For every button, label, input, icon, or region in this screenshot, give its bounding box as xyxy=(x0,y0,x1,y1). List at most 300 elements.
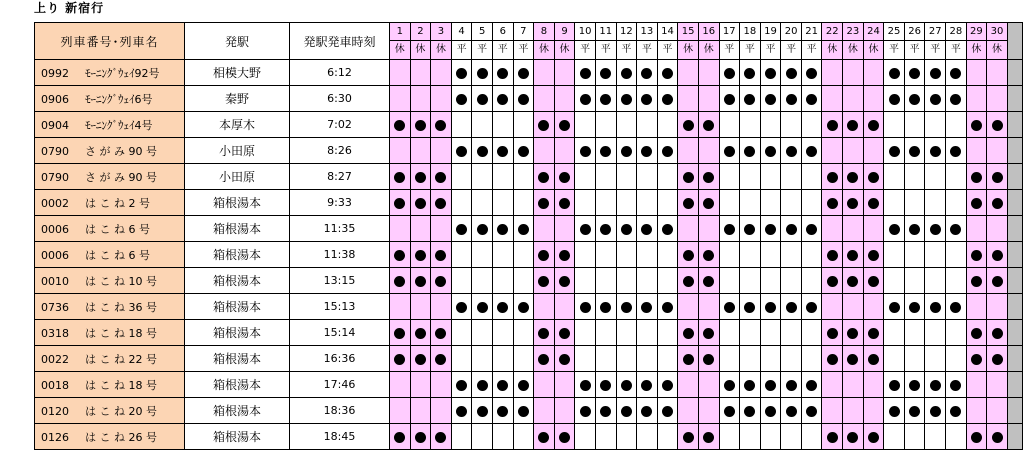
day-number: 29 xyxy=(966,23,987,41)
day-cell xyxy=(925,86,946,112)
departure-time: 7:02 xyxy=(290,112,390,138)
departure-time: 13:15 xyxy=(290,268,390,294)
day-cell xyxy=(781,294,802,320)
day-cell xyxy=(492,138,513,164)
operation-dot-icon xyxy=(992,328,1003,339)
operation-dot-icon xyxy=(868,354,879,365)
day-cell xyxy=(513,216,534,242)
day-cell xyxy=(513,398,534,424)
day-cell xyxy=(925,216,946,242)
day-cell xyxy=(575,294,596,320)
day-cell xyxy=(946,346,967,372)
day-cell xyxy=(740,138,761,164)
day-cell xyxy=(390,138,411,164)
departure-time: 18:36 xyxy=(290,398,390,424)
day-cell xyxy=(534,294,555,320)
day-cell xyxy=(843,242,864,268)
day-type: 平 xyxy=(657,41,678,60)
day-cell xyxy=(698,346,719,372)
train-number: 0120 xyxy=(41,404,69,418)
day-cell xyxy=(678,138,699,164)
day-cell xyxy=(863,138,884,164)
table-row xyxy=(35,112,1023,138)
day-cell xyxy=(431,346,452,372)
day-cell xyxy=(657,294,678,320)
day-cell xyxy=(492,190,513,216)
day-cell xyxy=(822,86,843,112)
day-cell xyxy=(431,60,452,86)
day-cell xyxy=(719,242,740,268)
day-cell xyxy=(781,372,802,398)
scroll-edge xyxy=(1007,294,1022,320)
day-cell xyxy=(781,346,802,372)
day-cell xyxy=(390,268,411,294)
day-cell xyxy=(719,138,740,164)
day-type: 休 xyxy=(987,41,1008,60)
day-cell xyxy=(801,372,822,398)
train-number: 0006 xyxy=(41,248,69,262)
day-cell xyxy=(987,268,1008,294)
day-cell xyxy=(884,60,905,86)
day-cell xyxy=(451,268,472,294)
day-cell xyxy=(657,190,678,216)
day-cell xyxy=(678,60,699,86)
operation-dot-icon xyxy=(744,380,755,391)
day-cell xyxy=(719,346,740,372)
day-cell xyxy=(575,164,596,190)
day-cell xyxy=(946,190,967,216)
day-cell xyxy=(946,138,967,164)
day-cell xyxy=(575,216,596,242)
day-cell xyxy=(513,372,534,398)
day-type: 休 xyxy=(822,41,843,60)
day-cell xyxy=(822,216,843,242)
day-cell xyxy=(863,216,884,242)
operation-dot-icon xyxy=(477,146,488,157)
table-row xyxy=(35,86,1023,112)
day-cell xyxy=(966,268,987,294)
day-cell xyxy=(740,268,761,294)
departure-time: 18:45 xyxy=(290,424,390,450)
day-cell xyxy=(534,86,555,112)
day-cell xyxy=(946,112,967,138)
day-cell xyxy=(451,164,472,190)
operation-dot-icon xyxy=(744,302,755,313)
day-cell xyxy=(904,372,925,398)
origin-station: 箱根湯本 xyxy=(185,424,290,450)
day-cell xyxy=(616,190,637,216)
operation-dot-icon xyxy=(992,354,1003,365)
day-cell xyxy=(884,242,905,268)
day-cell xyxy=(760,242,781,268)
day-cell xyxy=(946,164,967,190)
day-cell xyxy=(801,398,822,424)
operation-dot-icon xyxy=(497,94,508,105)
day-cell xyxy=(884,398,905,424)
day-cell xyxy=(863,424,884,450)
operation-dot-icon xyxy=(909,406,920,417)
day-cell xyxy=(966,190,987,216)
operation-dot-icon xyxy=(477,68,488,79)
day-cell xyxy=(678,372,699,398)
day-cell xyxy=(390,346,411,372)
day-cell xyxy=(863,398,884,424)
train-name: は こ ね 6 号 xyxy=(85,222,150,236)
day-cell xyxy=(904,424,925,450)
train-number: 0010 xyxy=(41,274,69,288)
operation-dot-icon xyxy=(497,146,508,157)
operation-dot-icon xyxy=(559,198,570,209)
day-cell xyxy=(534,216,555,242)
day-number: 28 xyxy=(946,23,967,41)
operation-dot-icon xyxy=(724,68,735,79)
day-cell xyxy=(637,216,658,242)
day-cell xyxy=(616,424,637,450)
train-name: は こ ね 2 号 xyxy=(85,196,150,210)
day-cell xyxy=(843,112,864,138)
day-cell xyxy=(410,190,431,216)
day-cell xyxy=(904,216,925,242)
origin-station: 箱根湯本 xyxy=(185,346,290,372)
day-cell xyxy=(595,216,616,242)
day-cell xyxy=(410,294,431,320)
operation-dot-icon xyxy=(930,224,941,235)
operation-dot-icon xyxy=(641,94,652,105)
operation-dot-icon xyxy=(786,406,797,417)
origin-station: 本厚木 xyxy=(185,112,290,138)
train-name: は こ ね 20 号 xyxy=(85,404,157,418)
day-cell xyxy=(637,164,658,190)
day-cell xyxy=(863,164,884,190)
day-cell xyxy=(760,86,781,112)
page-title: 上り 新宿行 xyxy=(34,1,105,15)
day-cell xyxy=(781,424,802,450)
day-cell xyxy=(451,398,472,424)
day-cell xyxy=(616,216,637,242)
day-cell xyxy=(884,346,905,372)
day-cell xyxy=(431,190,452,216)
operation-dot-icon xyxy=(806,68,817,79)
day-cell xyxy=(822,372,843,398)
day-cell xyxy=(740,164,761,190)
operation-dot-icon xyxy=(827,172,838,183)
operation-dot-icon xyxy=(538,198,549,209)
day-cell xyxy=(595,372,616,398)
day-cell xyxy=(472,372,493,398)
day-cell xyxy=(472,424,493,450)
origin-station: 小田原 xyxy=(185,164,290,190)
day-type: 平 xyxy=(760,41,781,60)
day-cell xyxy=(513,60,534,86)
operation-dot-icon xyxy=(827,354,838,365)
day-cell xyxy=(843,60,864,86)
train-name: は こ ね 6 号 xyxy=(85,248,150,262)
operation-dot-icon xyxy=(950,406,961,417)
day-cell xyxy=(904,112,925,138)
day-cell xyxy=(472,190,493,216)
operation-dot-icon xyxy=(621,146,632,157)
day-cell xyxy=(595,138,616,164)
day-cell xyxy=(740,372,761,398)
day-number: 19 xyxy=(760,23,781,41)
train-name: さ が み 90 号 xyxy=(85,170,157,184)
day-cell xyxy=(966,424,987,450)
day-number: 8 xyxy=(534,23,555,41)
day-cell xyxy=(616,372,637,398)
day-cell xyxy=(801,320,822,346)
day-cell xyxy=(472,242,493,268)
table-row xyxy=(35,372,1023,398)
day-cell xyxy=(513,424,534,450)
table-row xyxy=(35,398,1023,424)
origin-station: 箱根湯本 xyxy=(185,320,290,346)
operation-dot-icon xyxy=(786,380,797,391)
day-cell xyxy=(431,294,452,320)
day-cell xyxy=(760,372,781,398)
day-cell xyxy=(987,372,1008,398)
day-type: 休 xyxy=(390,41,411,60)
operation-dot-icon xyxy=(765,302,776,313)
day-cell xyxy=(863,372,884,398)
day-cell xyxy=(451,424,472,450)
day-cell xyxy=(698,86,719,112)
day-type: 休 xyxy=(554,41,575,60)
day-cell xyxy=(657,60,678,86)
day-cell xyxy=(822,242,843,268)
origin-station: 箱根湯本 xyxy=(185,190,290,216)
day-cell xyxy=(637,86,658,112)
day-cell xyxy=(616,86,637,112)
day-cell xyxy=(863,112,884,138)
day-cell xyxy=(616,112,637,138)
operation-dot-icon xyxy=(765,68,776,79)
day-cell xyxy=(492,216,513,242)
day-number: 2 xyxy=(410,23,431,41)
day-cell xyxy=(390,190,411,216)
operation-dot-icon xyxy=(435,172,446,183)
origin-station: 相模大野 xyxy=(185,60,290,86)
operation-dot-icon xyxy=(538,328,549,339)
operation-dot-icon xyxy=(600,224,611,235)
day-cell xyxy=(534,424,555,450)
day-cell xyxy=(637,268,658,294)
operation-dot-icon xyxy=(497,302,508,313)
day-number: 6 xyxy=(492,23,513,41)
day-cell xyxy=(678,112,699,138)
day-cell xyxy=(595,86,616,112)
operation-dot-icon xyxy=(600,302,611,313)
departure-time: 11:35 xyxy=(290,216,390,242)
operation-dot-icon xyxy=(909,380,920,391)
operation-dot-icon xyxy=(559,276,570,287)
operation-dot-icon xyxy=(518,146,529,157)
operation-dot-icon xyxy=(868,328,879,339)
day-cell xyxy=(637,372,658,398)
operation-dot-icon xyxy=(456,302,467,313)
day-cell xyxy=(575,372,596,398)
day-cell xyxy=(657,320,678,346)
operation-dot-icon xyxy=(518,224,529,235)
day-cell xyxy=(637,112,658,138)
day-cell xyxy=(492,346,513,372)
operation-dot-icon xyxy=(435,432,446,443)
day-cell xyxy=(987,112,1008,138)
operation-dot-icon xyxy=(415,328,426,339)
day-cell xyxy=(822,112,843,138)
day-cell xyxy=(678,424,699,450)
day-cell xyxy=(410,242,431,268)
day-cell xyxy=(843,398,864,424)
table-row xyxy=(35,320,1023,346)
day-type: 平 xyxy=(575,41,596,60)
scroll-edge xyxy=(1007,242,1022,268)
origin-station: 小田原 xyxy=(185,138,290,164)
day-number: 24 xyxy=(863,23,884,41)
day-type: 休 xyxy=(410,41,431,60)
day-cell xyxy=(451,86,472,112)
operation-dot-icon xyxy=(641,380,652,391)
day-cell xyxy=(534,398,555,424)
operation-dot-icon xyxy=(950,224,961,235)
operation-dot-icon xyxy=(992,172,1003,183)
operation-dot-icon xyxy=(683,328,694,339)
train-number: 0992 xyxy=(41,66,69,80)
train-cell xyxy=(35,242,185,268)
day-cell xyxy=(616,346,637,372)
day-cell xyxy=(492,112,513,138)
day-cell xyxy=(410,164,431,190)
day-cell xyxy=(431,424,452,450)
day-cell xyxy=(678,86,699,112)
day-cell xyxy=(492,242,513,268)
day-cell xyxy=(410,346,431,372)
train-number: 0006 xyxy=(41,222,69,236)
operation-dot-icon xyxy=(538,432,549,443)
day-cell xyxy=(843,268,864,294)
train-number: 0018 xyxy=(41,378,69,392)
day-type: 平 xyxy=(925,41,946,60)
day-cell xyxy=(637,60,658,86)
day-cell xyxy=(719,294,740,320)
operation-dot-icon xyxy=(641,302,652,313)
day-cell xyxy=(801,216,822,242)
day-cell xyxy=(987,294,1008,320)
day-cell xyxy=(801,190,822,216)
day-cell xyxy=(678,346,699,372)
day-cell xyxy=(987,320,1008,346)
day-cell xyxy=(925,320,946,346)
train-name: は こ ね 18 号 xyxy=(85,326,157,340)
day-cell xyxy=(575,346,596,372)
operation-dot-icon xyxy=(930,380,941,391)
operation-dot-icon xyxy=(621,224,632,235)
day-cell xyxy=(719,398,740,424)
operation-dot-icon xyxy=(847,250,858,261)
day-cell xyxy=(904,320,925,346)
day-cell xyxy=(760,346,781,372)
day-cell xyxy=(698,190,719,216)
operation-dot-icon xyxy=(847,172,858,183)
day-cell xyxy=(698,112,719,138)
departure-time: 8:27 xyxy=(290,164,390,190)
day-cell xyxy=(904,346,925,372)
day-type: 休 xyxy=(534,41,555,60)
day-cell xyxy=(966,164,987,190)
day-cell xyxy=(492,294,513,320)
day-cell xyxy=(781,60,802,86)
operation-dot-icon xyxy=(868,172,879,183)
day-cell xyxy=(822,398,843,424)
train-cell xyxy=(35,60,185,86)
day-cell xyxy=(884,86,905,112)
day-cell xyxy=(595,398,616,424)
day-type: 平 xyxy=(946,41,967,60)
operation-dot-icon xyxy=(641,406,652,417)
day-cell xyxy=(554,216,575,242)
operation-dot-icon xyxy=(930,146,941,157)
day-cell xyxy=(760,398,781,424)
day-number: 3 xyxy=(431,23,452,41)
table-header xyxy=(35,23,1023,60)
scroll-edge xyxy=(1007,164,1022,190)
day-cell xyxy=(863,86,884,112)
day-cell xyxy=(575,60,596,86)
day-cell xyxy=(760,112,781,138)
day-cell xyxy=(987,398,1008,424)
day-number: 10 xyxy=(575,23,596,41)
day-cell xyxy=(760,190,781,216)
day-cell xyxy=(513,164,534,190)
operation-dot-icon xyxy=(827,432,838,443)
table-row xyxy=(35,424,1023,450)
day-cell xyxy=(863,242,884,268)
operation-dot-icon xyxy=(847,432,858,443)
operation-dot-icon xyxy=(724,94,735,105)
day-cell xyxy=(390,398,411,424)
train-cell xyxy=(35,398,185,424)
day-cell xyxy=(678,268,699,294)
day-type: 平 xyxy=(719,41,740,60)
day-cell xyxy=(801,424,822,450)
day-cell xyxy=(698,60,719,86)
day-cell xyxy=(513,190,534,216)
day-type: 平 xyxy=(595,41,616,60)
operation-dot-icon xyxy=(662,380,673,391)
day-cell xyxy=(554,138,575,164)
table-row xyxy=(35,346,1023,372)
day-cell xyxy=(904,164,925,190)
day-cell xyxy=(698,294,719,320)
operation-dot-icon xyxy=(662,224,673,235)
day-cell xyxy=(822,190,843,216)
operation-dot-icon xyxy=(456,380,467,391)
day-cell xyxy=(575,112,596,138)
day-cell xyxy=(801,138,822,164)
operation-dot-icon xyxy=(744,224,755,235)
day-cell xyxy=(451,294,472,320)
operation-dot-icon xyxy=(744,146,755,157)
operation-dot-icon xyxy=(600,68,611,79)
day-cell xyxy=(966,294,987,320)
operation-dot-icon xyxy=(683,276,694,287)
day-cell xyxy=(801,294,822,320)
day-cell xyxy=(760,320,781,346)
day-type: 平 xyxy=(472,41,493,60)
day-cell xyxy=(822,320,843,346)
day-cell xyxy=(637,242,658,268)
operation-calendar-table xyxy=(34,22,1023,450)
day-cell xyxy=(781,86,802,112)
